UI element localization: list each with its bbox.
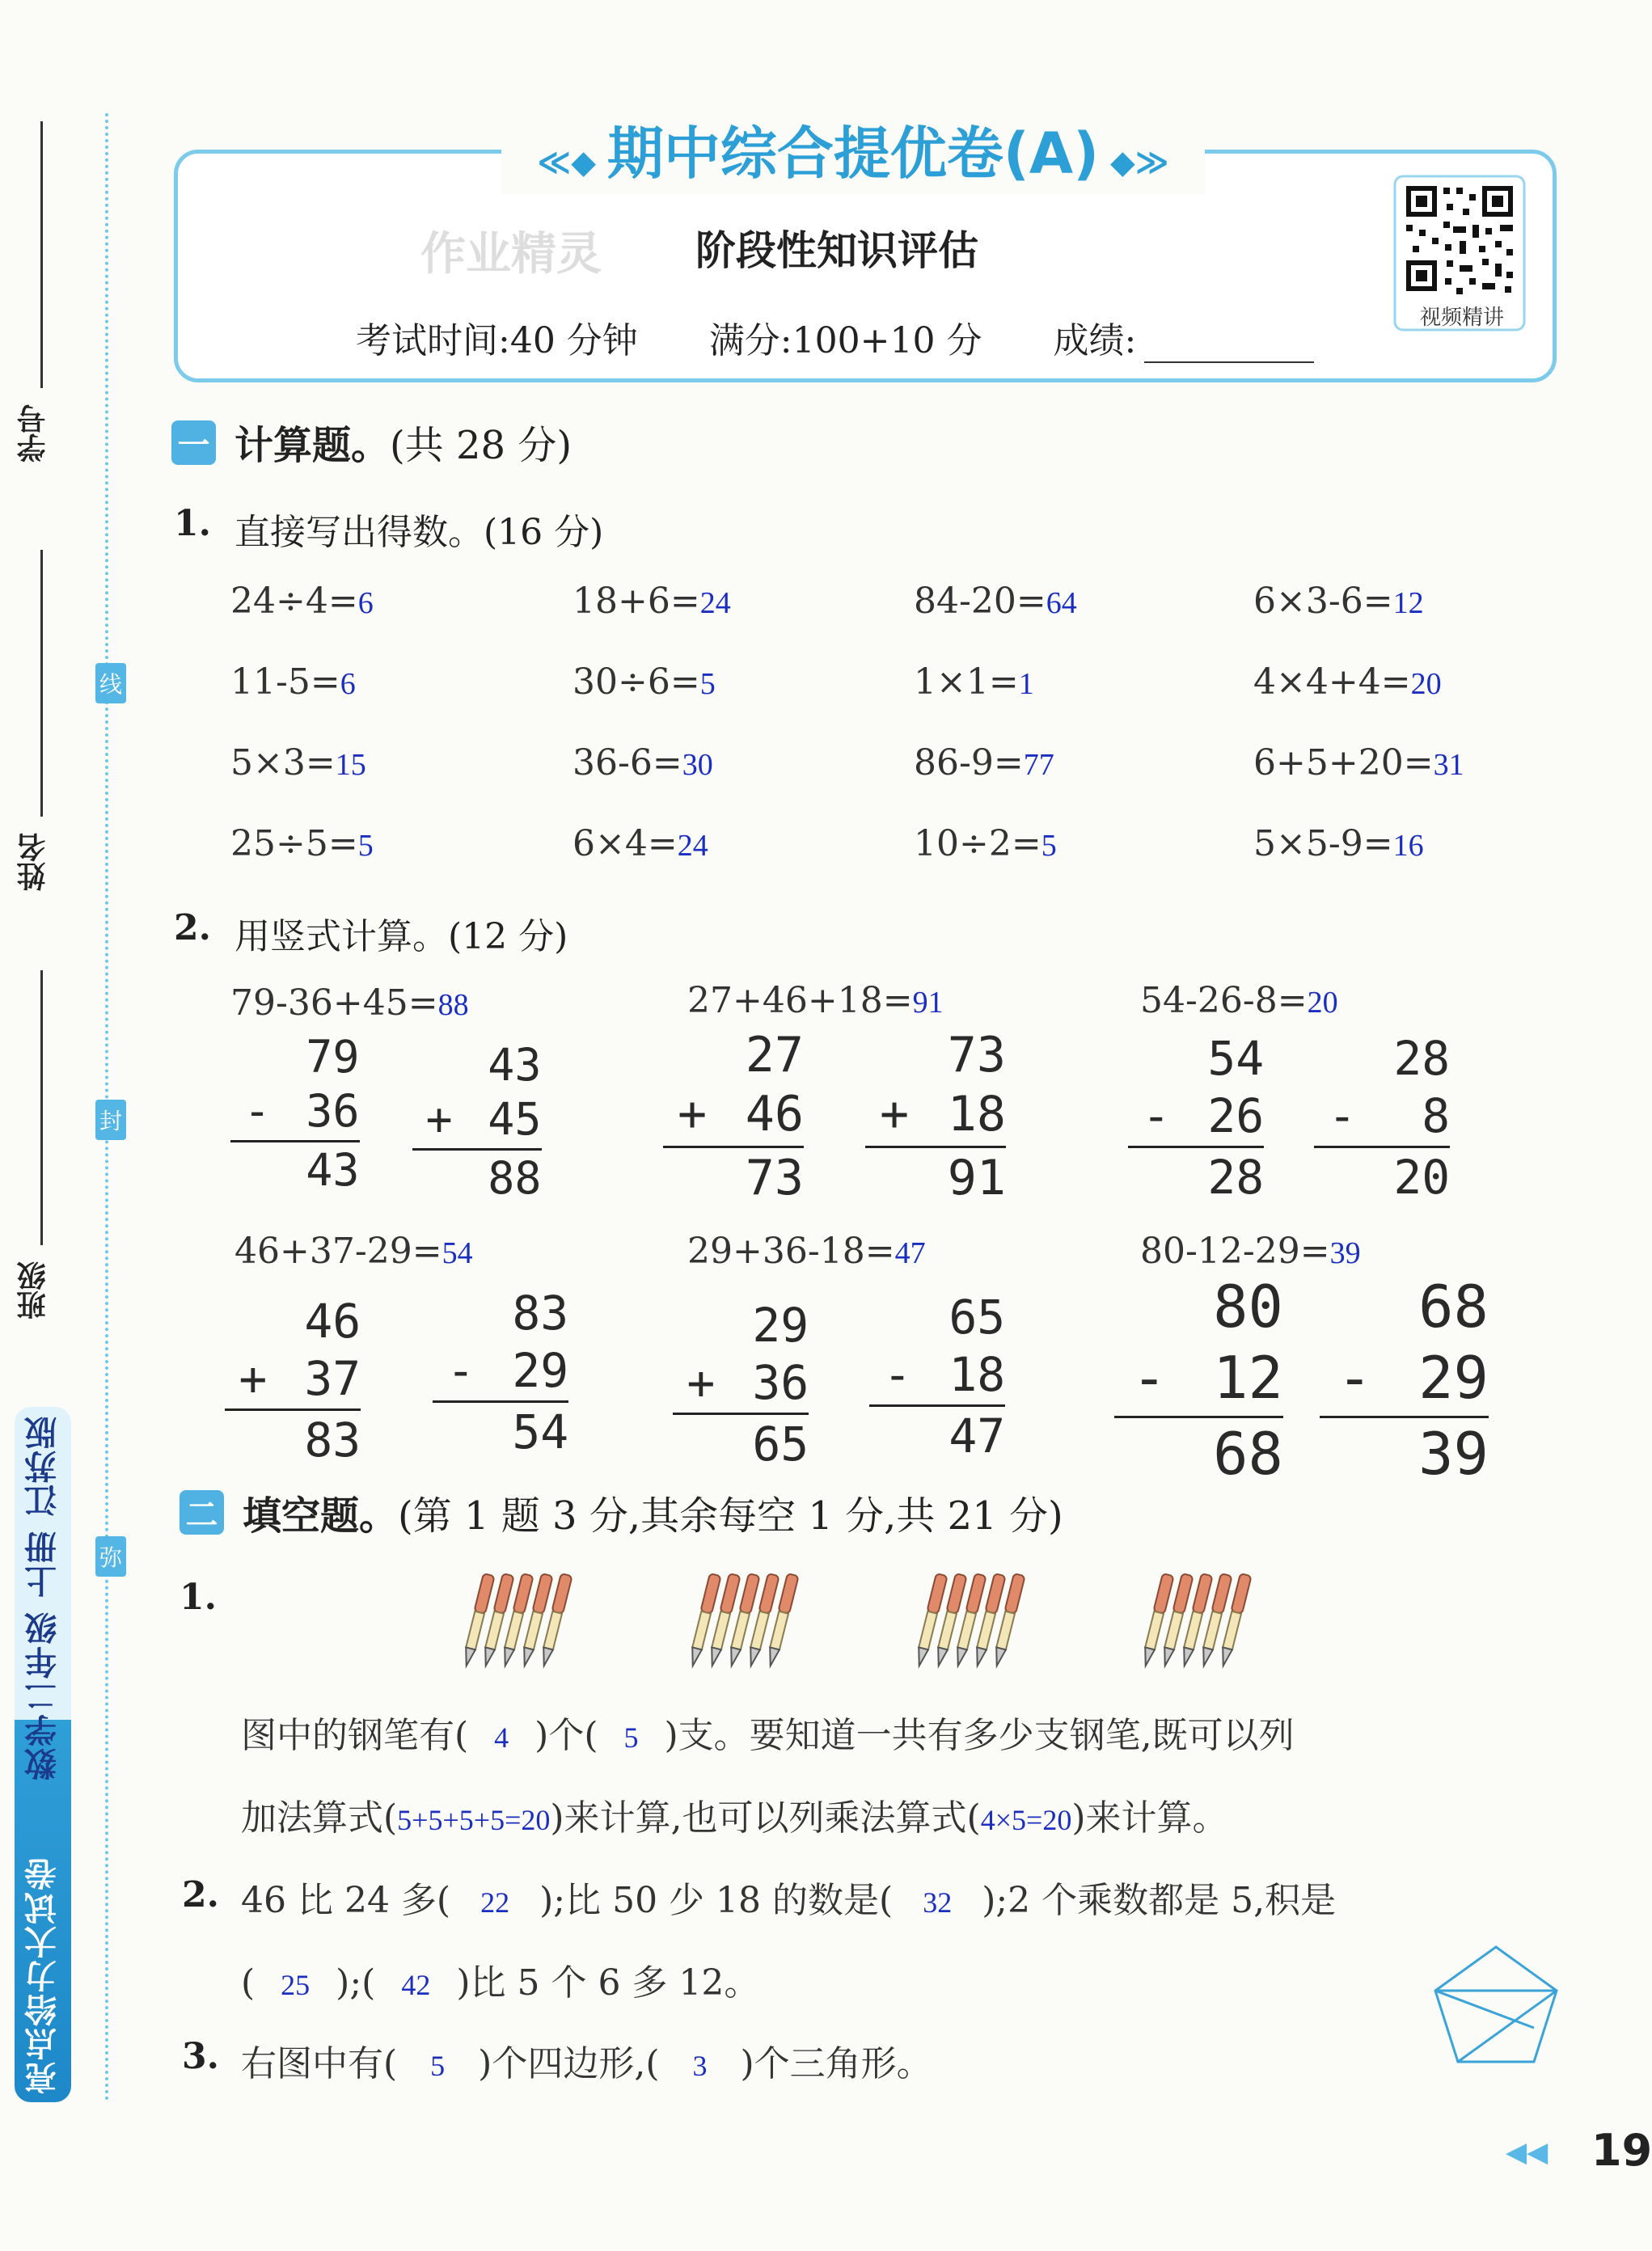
page-number: 19 bbox=[1591, 2125, 1652, 2176]
oral-expr: 6+5+20= bbox=[1253, 742, 1434, 783]
vertical-bottom: 18 bbox=[947, 1086, 1006, 1143]
xingming-label: 姓名 bbox=[17, 833, 50, 891]
vertical-top: 68 bbox=[1418, 1273, 1489, 1341]
s2-q3-line: 右图中有( 5 )个四边形,( 3 )个三角形。 bbox=[241, 2043, 932, 2084]
oral-item bbox=[572, 581, 731, 622]
vertical-expr-answer[interactable]: 54 bbox=[442, 1236, 473, 1270]
vertical-bottom: 8 bbox=[1422, 1087, 1451, 1143]
vertical-result[interactable]: 88 bbox=[488, 1151, 542, 1204]
oral-answer[interactable]: 24 bbox=[699, 586, 731, 620]
vertical-operator: - bbox=[1328, 1087, 1357, 1143]
s2-q1-ans1[interactable]: 4 bbox=[494, 1721, 509, 1754]
vertical-operator: + bbox=[425, 1093, 453, 1146]
vertical-top: 54 bbox=[1207, 1031, 1265, 1086]
s2-q2-ans2[interactable]: 32 bbox=[923, 1886, 953, 1919]
oral-expr: 24÷4= bbox=[230, 581, 358, 622]
pen-bundle-icon bbox=[914, 1569, 1051, 1674]
title-deco-left-icon: ≪◆ bbox=[537, 144, 607, 181]
s2-q2-ans3[interactable]: 25 bbox=[281, 1969, 311, 2001]
vertical-column bbox=[1314, 1031, 1451, 1206]
vertical-top: 65 bbox=[949, 1290, 1006, 1345]
oral-expr: 5×3= bbox=[230, 742, 336, 783]
vertical-operator: - bbox=[243, 1085, 271, 1138]
vertical-result[interactable]: 28 bbox=[1207, 1150, 1265, 1206]
oral-answer[interactable]: 12 bbox=[1392, 586, 1424, 620]
oral-expr: 1×1= bbox=[914, 661, 1019, 703]
pen-bundle-icon bbox=[1140, 1569, 1278, 1674]
vertical-column bbox=[673, 1298, 809, 1472]
vertical-expr bbox=[230, 982, 469, 1024]
vertical-operator: - bbox=[1131, 1343, 1167, 1412]
vertical-operator: + bbox=[880, 1086, 910, 1143]
vertical-mid bbox=[225, 1350, 361, 1412]
vertical-expr-text: 79-36+45= bbox=[230, 982, 438, 1024]
pen-bundle-icon bbox=[461, 1569, 598, 1674]
vertical-operator: - bbox=[446, 1342, 475, 1398]
vertical-column bbox=[225, 1294, 361, 1468]
vertical-top: 73 bbox=[947, 1027, 1006, 1083]
oral-expr: 36-6= bbox=[572, 742, 682, 783]
vertical-result[interactable]: 83 bbox=[304, 1413, 361, 1468]
series-banner-text bbox=[16, 1415, 70, 2094]
vertical-bottom: 29 bbox=[1418, 1343, 1489, 1412]
oral-expr: 6×3-6= bbox=[1253, 581, 1393, 622]
vertical-top: 29 bbox=[752, 1298, 809, 1353]
oral-item bbox=[230, 661, 356, 703]
vertical-operator: - bbox=[883, 1346, 912, 1402]
vertical-bottom: 36 bbox=[752, 1354, 809, 1410]
oral-expr: 18+6= bbox=[572, 581, 700, 622]
vertical-result[interactable]: 39 bbox=[1418, 1420, 1489, 1489]
oral-expr: 86-9= bbox=[914, 742, 1024, 783]
vertical-column bbox=[869, 1290, 1006, 1464]
s1-q2-text: 用竖式计算。(12 分) bbox=[234, 916, 568, 957]
oral-answer[interactable]: 16 bbox=[1392, 829, 1424, 863]
vertical-expr-text: 29+36-18= bbox=[687, 1231, 895, 1272]
watermark: 作业精灵 bbox=[420, 228, 602, 281]
oral-item bbox=[1253, 661, 1442, 703]
oral-item bbox=[572, 742, 713, 783]
s2-q1-ans4[interactable]: 4×5=20 bbox=[980, 1804, 1072, 1836]
s2-q3-ans2[interactable]: 3 bbox=[692, 2050, 708, 2082]
oral-item bbox=[1253, 823, 1424, 864]
s2-q1-num: 1. bbox=[180, 1577, 217, 1618]
oral-expr: 4×4+4= bbox=[1253, 661, 1411, 703]
vertical-expr-text: 54-26-8= bbox=[1140, 980, 1308, 1021]
score-label: 成绩: bbox=[1053, 320, 1137, 361]
s2-q2-line2: ( 25 );( 42 )比 5 个 6 多 12。 bbox=[241, 1962, 760, 2004]
oral-item bbox=[230, 581, 374, 622]
oral-expr: 10÷2= bbox=[914, 823, 1041, 864]
vertical-bottom: 29 bbox=[512, 1342, 569, 1398]
oral-expr: 6×4= bbox=[572, 823, 678, 864]
vertical-mid bbox=[1314, 1087, 1451, 1149]
s2-q2-num: 2. bbox=[182, 1874, 219, 1915]
vertical-mid bbox=[433, 1342, 569, 1404]
vertical-column bbox=[1128, 1031, 1265, 1206]
vertical-mid bbox=[865, 1086, 1006, 1148]
section2-badge: 二 bbox=[180, 1490, 224, 1535]
oral-answer[interactable]: 20 bbox=[1410, 667, 1442, 701]
banji-line bbox=[40, 970, 43, 1245]
s2-q1-line1: 图中的钢笔有( 4 )个( 5 )支。要知道一共有多少支钢笔,既可以列 bbox=[241, 1715, 1295, 1756]
oral-answer[interactable]: 15 bbox=[335, 748, 366, 782]
s2-q1-ans2[interactable]: 5 bbox=[623, 1721, 639, 1754]
vertical-expr-answer[interactable]: 39 bbox=[1329, 1236, 1361, 1270]
s2-q3-num: 3. bbox=[182, 2036, 219, 2077]
cut-mark-feng: 封 bbox=[95, 1100, 126, 1140]
oral-expr: 30÷6= bbox=[572, 661, 700, 703]
vertical-result[interactable]: 43 bbox=[306, 1143, 360, 1196]
vertical-top: 80 bbox=[1213, 1273, 1283, 1341]
oral-answer[interactable]: 31 bbox=[1433, 748, 1464, 782]
exam-time: 考试时间:40 分钟 bbox=[356, 320, 638, 361]
s2-q3-ans1[interactable]: 5 bbox=[430, 2050, 446, 2082]
vertical-top: 46 bbox=[304, 1294, 361, 1349]
vertical-expr-answer[interactable]: 47 bbox=[894, 1236, 926, 1270]
vertical-column bbox=[663, 1027, 804, 1207]
series-label: 亮点给力大试卷 bbox=[24, 1856, 62, 2094]
oral-answer[interactable]: 5 bbox=[1041, 829, 1057, 863]
xingming-line bbox=[40, 550, 43, 817]
cut-mark-mi: 弥 bbox=[95, 1536, 126, 1577]
oral-item bbox=[1253, 742, 1464, 783]
cut-mark-xian: 线 bbox=[95, 663, 126, 703]
s2-q2-line1: 46 比 24 多( 22 );比 50 少 18 的数是( 32 );2 个乘数都是 5,积是 bbox=[241, 1880, 1337, 1921]
vertical-expr bbox=[687, 1231, 926, 1272]
vertical-mid bbox=[1128, 1087, 1265, 1149]
vertical-column bbox=[230, 1031, 360, 1196]
vertical-expr bbox=[1140, 980, 1338, 1021]
oral-answer[interactable]: 64 bbox=[1046, 586, 1077, 620]
banji-label: 班级 bbox=[17, 1261, 50, 1320]
vertical-column bbox=[865, 1027, 1006, 1207]
section1-title: 计算题。(共 28 分) bbox=[234, 423, 572, 468]
vertical-mid bbox=[869, 1346, 1006, 1408]
oral-item bbox=[572, 661, 716, 703]
vertical-mid bbox=[1114, 1343, 1283, 1418]
oral-item bbox=[914, 661, 1034, 703]
vertical-result[interactable]: 73 bbox=[745, 1150, 804, 1207]
series-sub: 数学二年级 上册 江苏版 bbox=[24, 1415, 62, 1780]
exam-subtitle: 阶段性知识评估 bbox=[695, 227, 978, 274]
xuehao-line bbox=[40, 121, 43, 388]
vertical-operator: - bbox=[1337, 1343, 1372, 1412]
oral-answer[interactable]: 6 bbox=[357, 586, 374, 620]
oral-answer[interactable]: 6 bbox=[340, 667, 356, 701]
vertical-mid bbox=[412, 1093, 542, 1151]
vertical-mid bbox=[673, 1354, 809, 1416]
page-arrows-icon: ◀◀ bbox=[1506, 2136, 1548, 2169]
exam-info bbox=[356, 311, 1314, 363]
vertical-column bbox=[1320, 1273, 1489, 1489]
vertical-result[interactable]: 91 bbox=[947, 1150, 1006, 1207]
vertical-bottom: 26 bbox=[1207, 1087, 1265, 1143]
oral-answer[interactable]: 24 bbox=[677, 829, 708, 863]
vertical-mid bbox=[230, 1085, 360, 1142]
vertical-expr-text: 80-12-29= bbox=[1140, 1231, 1330, 1272]
score-blank[interactable] bbox=[1144, 329, 1314, 363]
section2-title: 填空题。(第 1 题 3 分,其余每空 1 分,共 21 分) bbox=[243, 1493, 1063, 1539]
oral-answer[interactable]: 30 bbox=[682, 748, 713, 782]
title-deco-right-icon: ◆≫ bbox=[1099, 144, 1169, 181]
vertical-expr-answer[interactable]: 91 bbox=[912, 986, 944, 1020]
s1-q1-num: 1. bbox=[174, 503, 211, 544]
vertical-column bbox=[412, 1039, 542, 1204]
vertical-expr bbox=[687, 980, 944, 1021]
qr-label: 视频精讲 bbox=[1419, 306, 1504, 330]
vertical-operator: + bbox=[239, 1350, 268, 1406]
oral-expr: 84-20= bbox=[914, 581, 1046, 622]
oral-answer[interactable]: 5 bbox=[357, 829, 374, 863]
vertical-bottom: 46 bbox=[745, 1086, 804, 1143]
vertical-mid bbox=[1320, 1343, 1489, 1418]
pentagon-figure bbox=[1427, 1941, 1565, 2070]
vertical-bottom: 37 bbox=[304, 1350, 361, 1406]
oral-expr: 11-5= bbox=[230, 661, 340, 703]
pen-bundle-icon bbox=[687, 1569, 825, 1674]
vertical-bottom: 36 bbox=[306, 1085, 360, 1138]
section1-badge: 一 bbox=[171, 420, 216, 465]
oral-answer[interactable]: 5 bbox=[699, 667, 716, 701]
exam-title: ≪◆ 期中综合提优卷(A) ◆≫ bbox=[501, 113, 1205, 194]
oral-expr: 5×5-9= bbox=[1253, 823, 1393, 864]
vertical-operator: + bbox=[687, 1354, 716, 1410]
oral-expr: 25÷5= bbox=[230, 823, 358, 864]
s2-q2-ans1[interactable]: 22 bbox=[480, 1886, 510, 1919]
vertical-bottom: 18 bbox=[949, 1346, 1006, 1402]
vertical-expr-answer[interactable]: 88 bbox=[437, 988, 469, 1022]
s2-q1-ans3[interactable]: 5+5+5+5=20 bbox=[397, 1804, 551, 1836]
vertical-operator: - bbox=[1142, 1087, 1171, 1143]
vertical-top: 79 bbox=[306, 1031, 360, 1083]
s1-q2-num: 2. bbox=[174, 907, 211, 948]
exam-full-score: 满分:100+10 分 bbox=[708, 320, 982, 361]
vertical-result[interactable]: 47 bbox=[949, 1408, 1006, 1464]
vertical-top: 27 bbox=[745, 1027, 804, 1083]
oral-item bbox=[572, 823, 708, 864]
vertical-column bbox=[1114, 1273, 1283, 1489]
vertical-expr-text: 46+37-29= bbox=[234, 1231, 442, 1272]
vertical-expr-text: 27+46+18= bbox=[687, 980, 913, 1021]
vertical-expr bbox=[234, 1231, 473, 1272]
oral-item bbox=[914, 581, 1077, 622]
vertical-top: 28 bbox=[1393, 1031, 1451, 1086]
vertical-operator: + bbox=[678, 1086, 708, 1143]
vertical-result[interactable]: 54 bbox=[512, 1404, 569, 1460]
vertical-result[interactable]: 68 bbox=[1213, 1420, 1283, 1489]
vertical-result[interactable]: 20 bbox=[1393, 1150, 1451, 1206]
oral-item bbox=[914, 742, 1054, 783]
vertical-top: 43 bbox=[488, 1039, 542, 1091]
vertical-expr bbox=[1140, 1231, 1361, 1272]
oral-item bbox=[230, 823, 374, 864]
oral-answer[interactable]: 77 bbox=[1023, 748, 1054, 782]
s2-q1-line2: 加法算式(5+5+5+5=20)来计算,也可以列乘法算式(4×5=20)来计算。 bbox=[241, 1797, 1228, 1839]
s2-q2-ans4[interactable]: 42 bbox=[401, 1969, 431, 2001]
oral-item bbox=[914, 823, 1057, 864]
vertical-bottom: 12 bbox=[1213, 1343, 1283, 1412]
vertical-top: 83 bbox=[512, 1286, 569, 1341]
oral-answer[interactable]: 1 bbox=[1018, 667, 1034, 701]
oral-item bbox=[230, 742, 366, 783]
s1-q1-text: 直接写出得数。(16 分) bbox=[234, 512, 604, 553]
vertical-mid bbox=[663, 1086, 804, 1148]
vertical-result[interactable]: 65 bbox=[752, 1417, 809, 1472]
vertical-column bbox=[433, 1286, 569, 1460]
xuehao-label: 学号 bbox=[17, 404, 50, 462]
oral-item bbox=[1253, 581, 1424, 622]
vertical-bottom: 45 bbox=[488, 1093, 542, 1146]
vertical-expr-answer[interactable]: 20 bbox=[1307, 986, 1338, 1020]
